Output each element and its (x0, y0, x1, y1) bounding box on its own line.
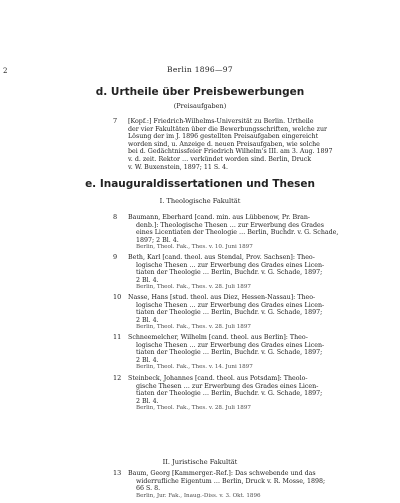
entry-imprint: Berlin, Theol. Fak., Thes. v. 14. Juni 1897 (136, 364, 253, 371)
entry-line: gische Thesen … zur Erwerbung des Grades eines Licen- (136, 382, 319, 390)
running-title: Berlin 1896—97 (167, 65, 233, 74)
entry-line: 2 Bl. 4. (136, 276, 159, 284)
entry-line: tiaten der Theologie … Berlin, Buchdr. v. G. Schade, 1897; (136, 269, 323, 277)
entry-imprint: Berlin, Theol. Fak., Thes. v. 28. Juli 1897 (136, 405, 251, 412)
entry-line: Lösung der im J. 1896 gestellten Preisaufgaben eingereicht (128, 133, 319, 141)
entry-8 (113, 213, 376, 252)
entry-line: logische Thesen … zur Erwerbung des Grades eines Licen- (136, 301, 325, 309)
faculty-heading-theology: I. Theologische Fakultät (159, 197, 241, 205)
entry-line: bei d. Gedächtnissfeier Friedrich Wilhelm's III. am 3. Aug. 1897 (128, 148, 333, 156)
entry-line: 2 Bl. 4. (136, 356, 159, 364)
entry-12 (113, 374, 376, 413)
entry-line: 1897; 2 Bl. 4. (136, 236, 179, 244)
entry-line: worden sind, u. Anzeige d. neuen Preisaufgaben, wie solche (128, 140, 320, 148)
entry-line: Baum, Georg [Kammerger.-Ref.]: Das schwebende und das (128, 470, 316, 477)
entry-line: eines Licentiaten der Theologie … Berlin, Buchdr. v. G. Schade, (136, 229, 339, 237)
entry-line: Beth, Karl [cand. theol. aus Stendal, Prov. Sachsen]: Theo- (128, 254, 315, 261)
entry-number: 8 (113, 213, 118, 221)
section-e-title: e. Inauguraldissertationen und Thesen (85, 178, 315, 190)
entry-line: tiaten der Theologie … Berlin, Buchdr. v. G. Schade, 1897; (136, 390, 323, 398)
entry-line: denb.]: Theologische Thesen … zur Erwerbung des Grades (136, 221, 324, 229)
entry-number: 10 (113, 293, 122, 301)
entry-line: tiaten der Theologie … Berlin, Buchdr. v. G. Schade, 1897; (136, 309, 323, 317)
page-number: 2 (3, 67, 8, 75)
entry-line: v. d. zeit. Rektor … verkündet worden sind. Berlin, Druck (128, 155, 312, 163)
entry-13 (113, 469, 376, 500)
entry-imprint: Berlin, Jur. Fak., Inaug.-Diss. v. 3. Okt. 1896 (136, 492, 261, 499)
entry-number: 7 (113, 117, 118, 125)
entry-line: logische Thesen … zur Erwerbung des Grades eines Licen- (136, 261, 325, 269)
entry-line: der vier Fakultäten über die Bewerbungsschriften, welche zur (128, 125, 328, 133)
section-d-subtitle: (Preisaufgaben) (173, 102, 227, 110)
entry-imprint: Berlin, Theol. Fak., Thes. v. 28. Juli 1897 (136, 324, 251, 331)
entry-line: Steinbeck, Johannes [cand. theol. aus Potsdam]: Theolo- (128, 375, 308, 382)
entry-line: Baumann, Eberhard [cand. min. aus Lübbenow, Pr. Bran- (128, 214, 311, 221)
entry-line: 2 Bl. 4. (136, 316, 159, 324)
entry-number: 11 (113, 333, 122, 341)
entry-line: [Kopf.:] Friedrich-Wilhelms-Universität zu Berlin. Urtheile (128, 118, 314, 125)
entry-number: 13 (113, 469, 122, 477)
entry-10 (113, 293, 376, 332)
entry-line: 2 Bl. 4. (136, 397, 159, 405)
entry-imprint: Berlin, Theol. Fak., Thes. v. 10. Juni 1897 (136, 244, 253, 251)
entry-line: widerrufliche Eigentum … Berlin, Druck v. R. Mosse, 1898; (136, 477, 326, 485)
entry-9 (113, 253, 376, 292)
faculty-heading-law: II. Juristische Fakultät (162, 458, 238, 466)
entry-line: 66 S. 8. (136, 485, 161, 493)
entry-number: 9 (113, 253, 118, 261)
entry-line: Schneemelcher, Wilhelm [cand. theol. aus Berlin]: Theo- (128, 334, 308, 341)
entry-line: Nasse, Hans [stud. theol. aus Diez, Hessen-Nassau]: Theo- (128, 294, 316, 301)
entry-imprint: Berlin, Theol. Fak., Thes. v. 28. Juli 1897 (136, 284, 251, 291)
entry-line: v. W. Buxenstein, 1897; 11 S. 4. (128, 163, 229, 171)
entry-line: logische Thesen … zur Erwerbung des Grades eines Licen- (136, 341, 325, 349)
section-d-title: d. Urtheile über Preisbewerbungen (95, 86, 305, 98)
entry-line: tiaten der Theologie … Berlin, Buchdr. v. G. Schade, 1897; (136, 349, 323, 357)
entry-11 (113, 333, 376, 372)
entry-number: 12 (113, 374, 122, 382)
entry-7 (113, 117, 376, 171)
